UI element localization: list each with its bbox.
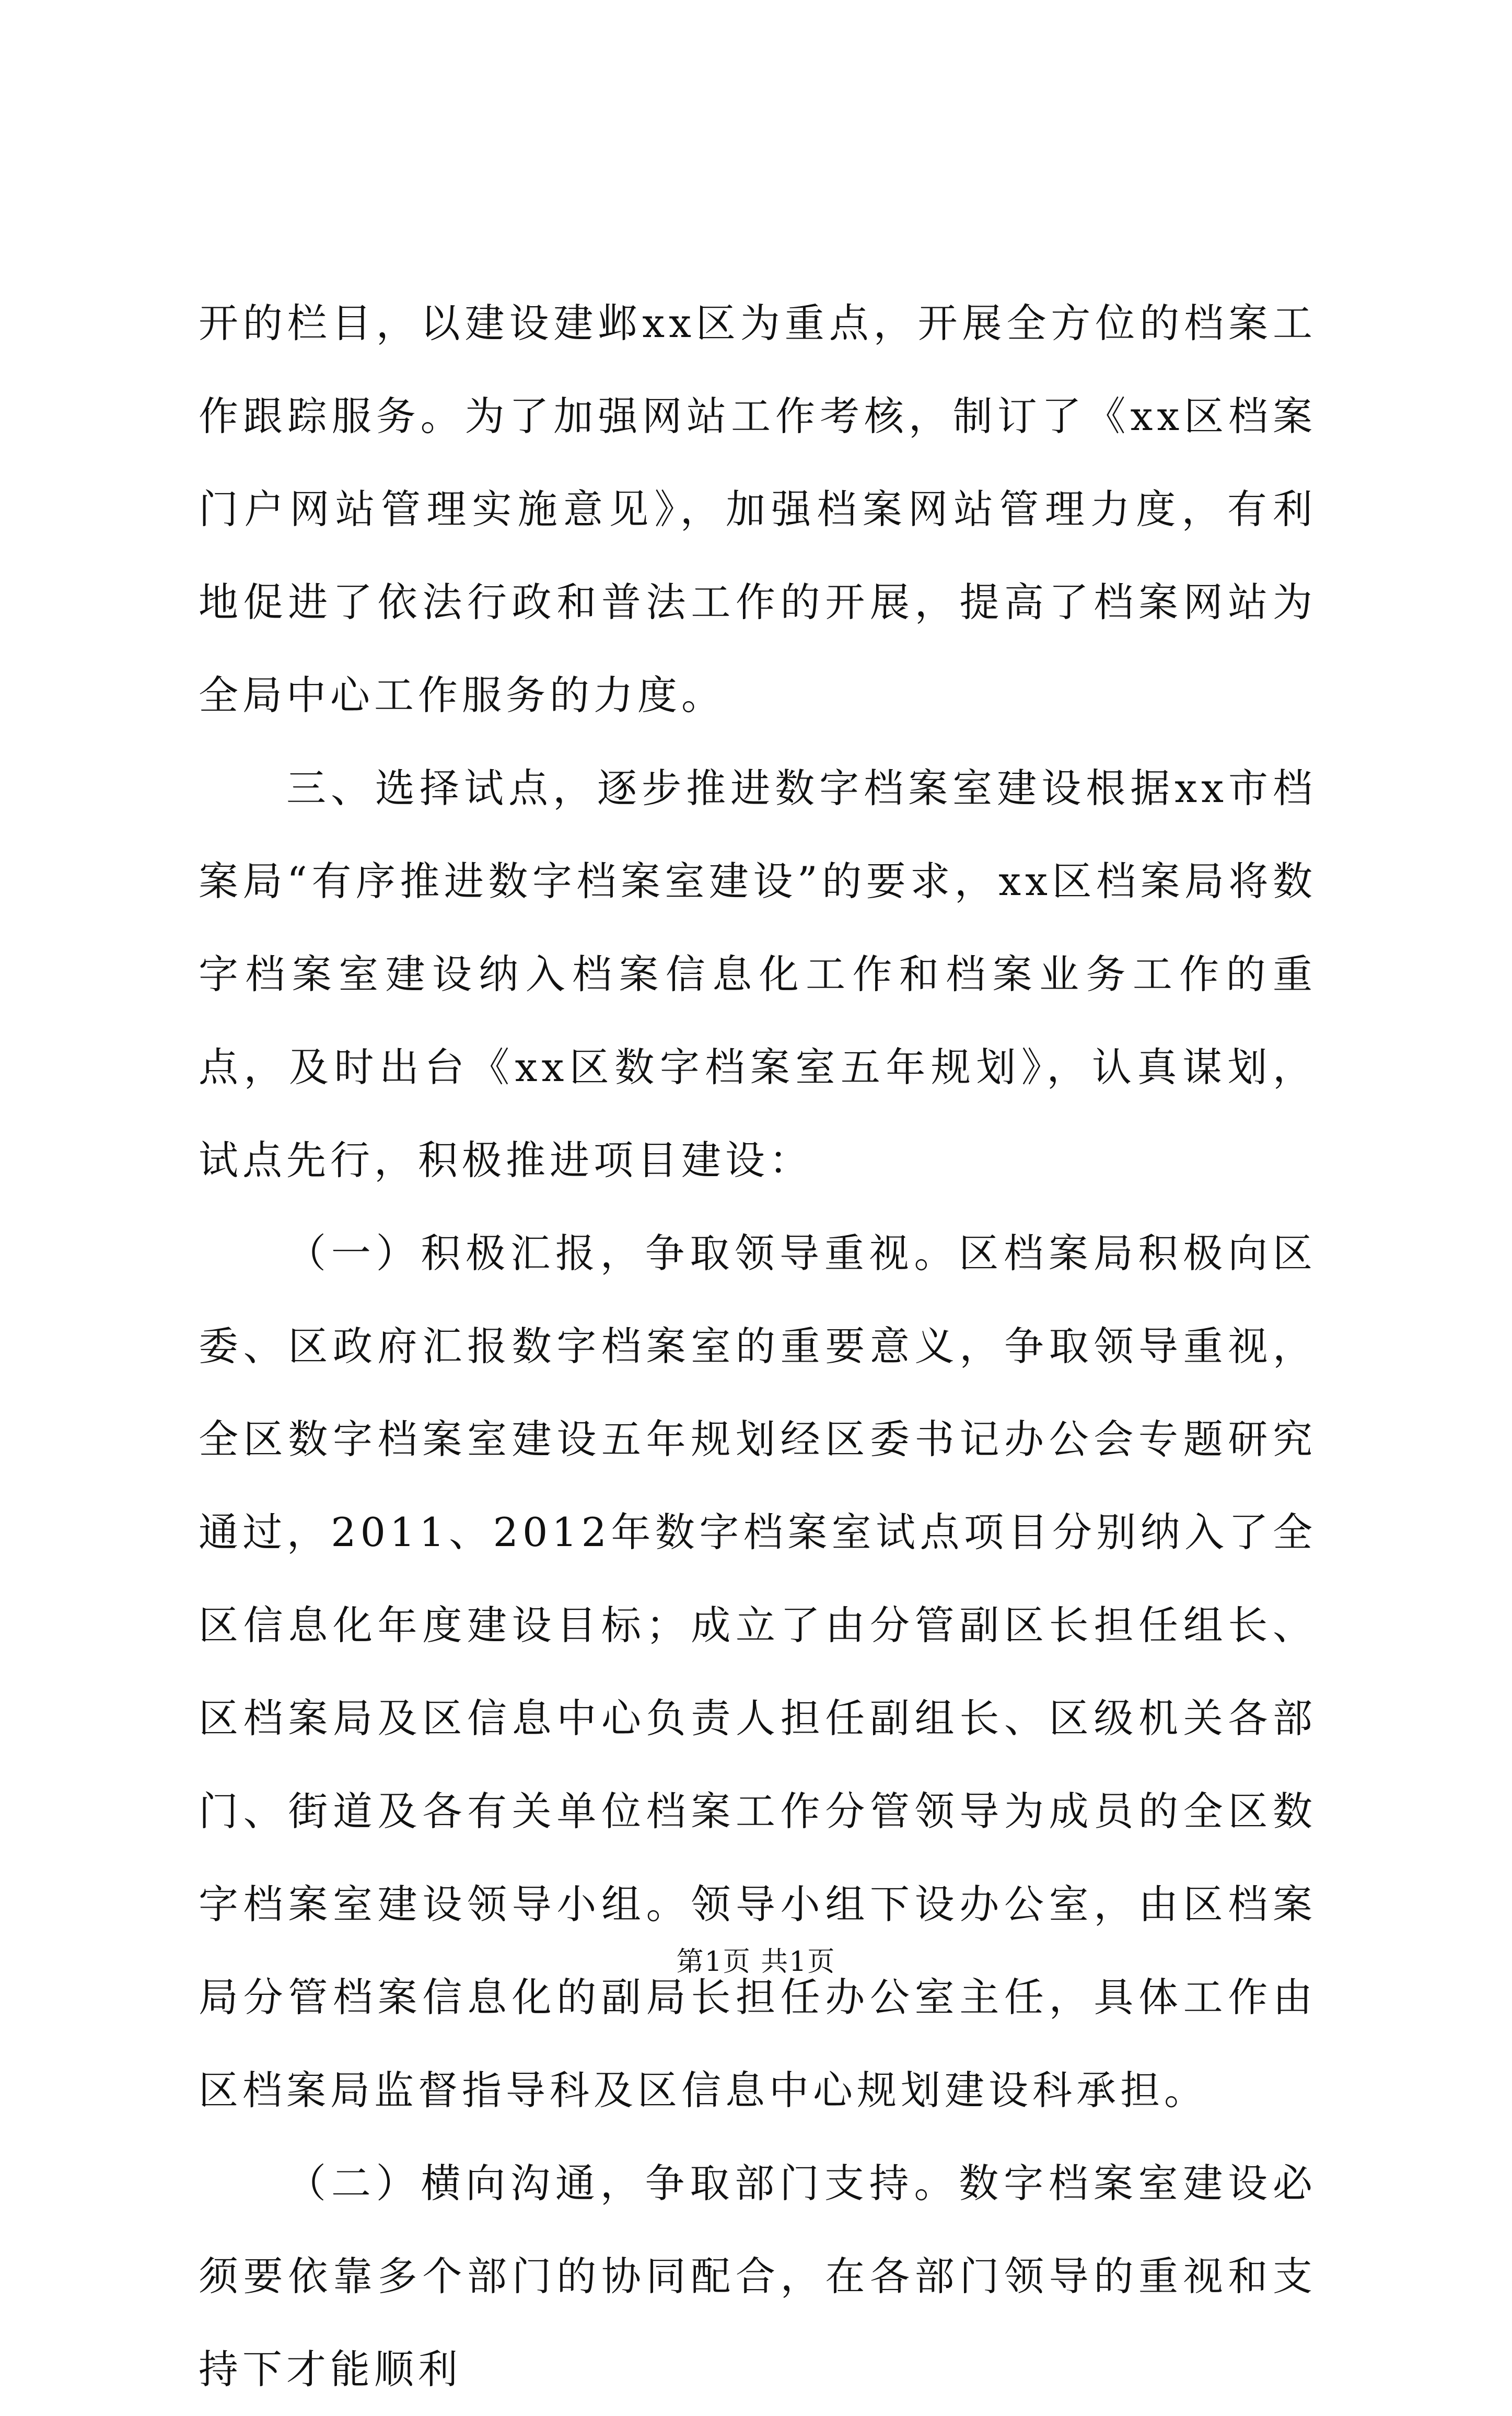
paragraph-section-three: 三、选择试点，逐步推进数字档案室建设根据xx市档案局“有序推进数字档案室建设”的要求，xx区档案局将数字档案室建设纳入档案信息化工作和档案业务工作的重点，及时出台《xx区数字档案室五年规划》，认真谋划，试点先行，积极推进项目建设： — [199, 765, 1317, 1183]
paragraph-subsection-two: （二）横向沟通，争取部门支持。数字档案室建设必须要依靠多个部门的协同配合，在各部门领导的重视和支持下才能顺利 — [199, 2160, 1317, 2392]
paragraph-subsection-one: （一）积极汇报，争取领导重视。区档案局积极向区委、区政府汇报数字档案室的重要意义，争取领导重视，全区数字档案室建设五年规划经区委书记办公会专题研究通过，2011、2012年数字档案室试点项目分别纳入了全区信息化年度建设目标；成立了由分管副区长担任组长、区档案局及区信息中心负责人担任副组长、区级机关各部门、街道及各有关单位档案工作分管领导为成员的全区数字档案室建设领导小组。领导小组下设办公室，由区档案局分管档案信息化的副局长担任办公室主任，具体工作由区档案局监督指导科及区信息中心规划建设科承担。 — [199, 1230, 1317, 2113]
page-number-footer: 第1页 共1页 — [676, 1946, 836, 1978]
document-body — [199, 277, 1317, 2416]
paragraph-continuation: 开的栏目，以建设建邺xx区为重点，开展全方位的档案工作跟踪服务。为了加强网站工作考核，制订了《xx区档案门户网站管理实施意见》，加强档案网站管理力度，有利地促进了依法行政和普法工作的开展，提高了档案网站为全局中心工作服务的力度。 — [199, 300, 1317, 718]
